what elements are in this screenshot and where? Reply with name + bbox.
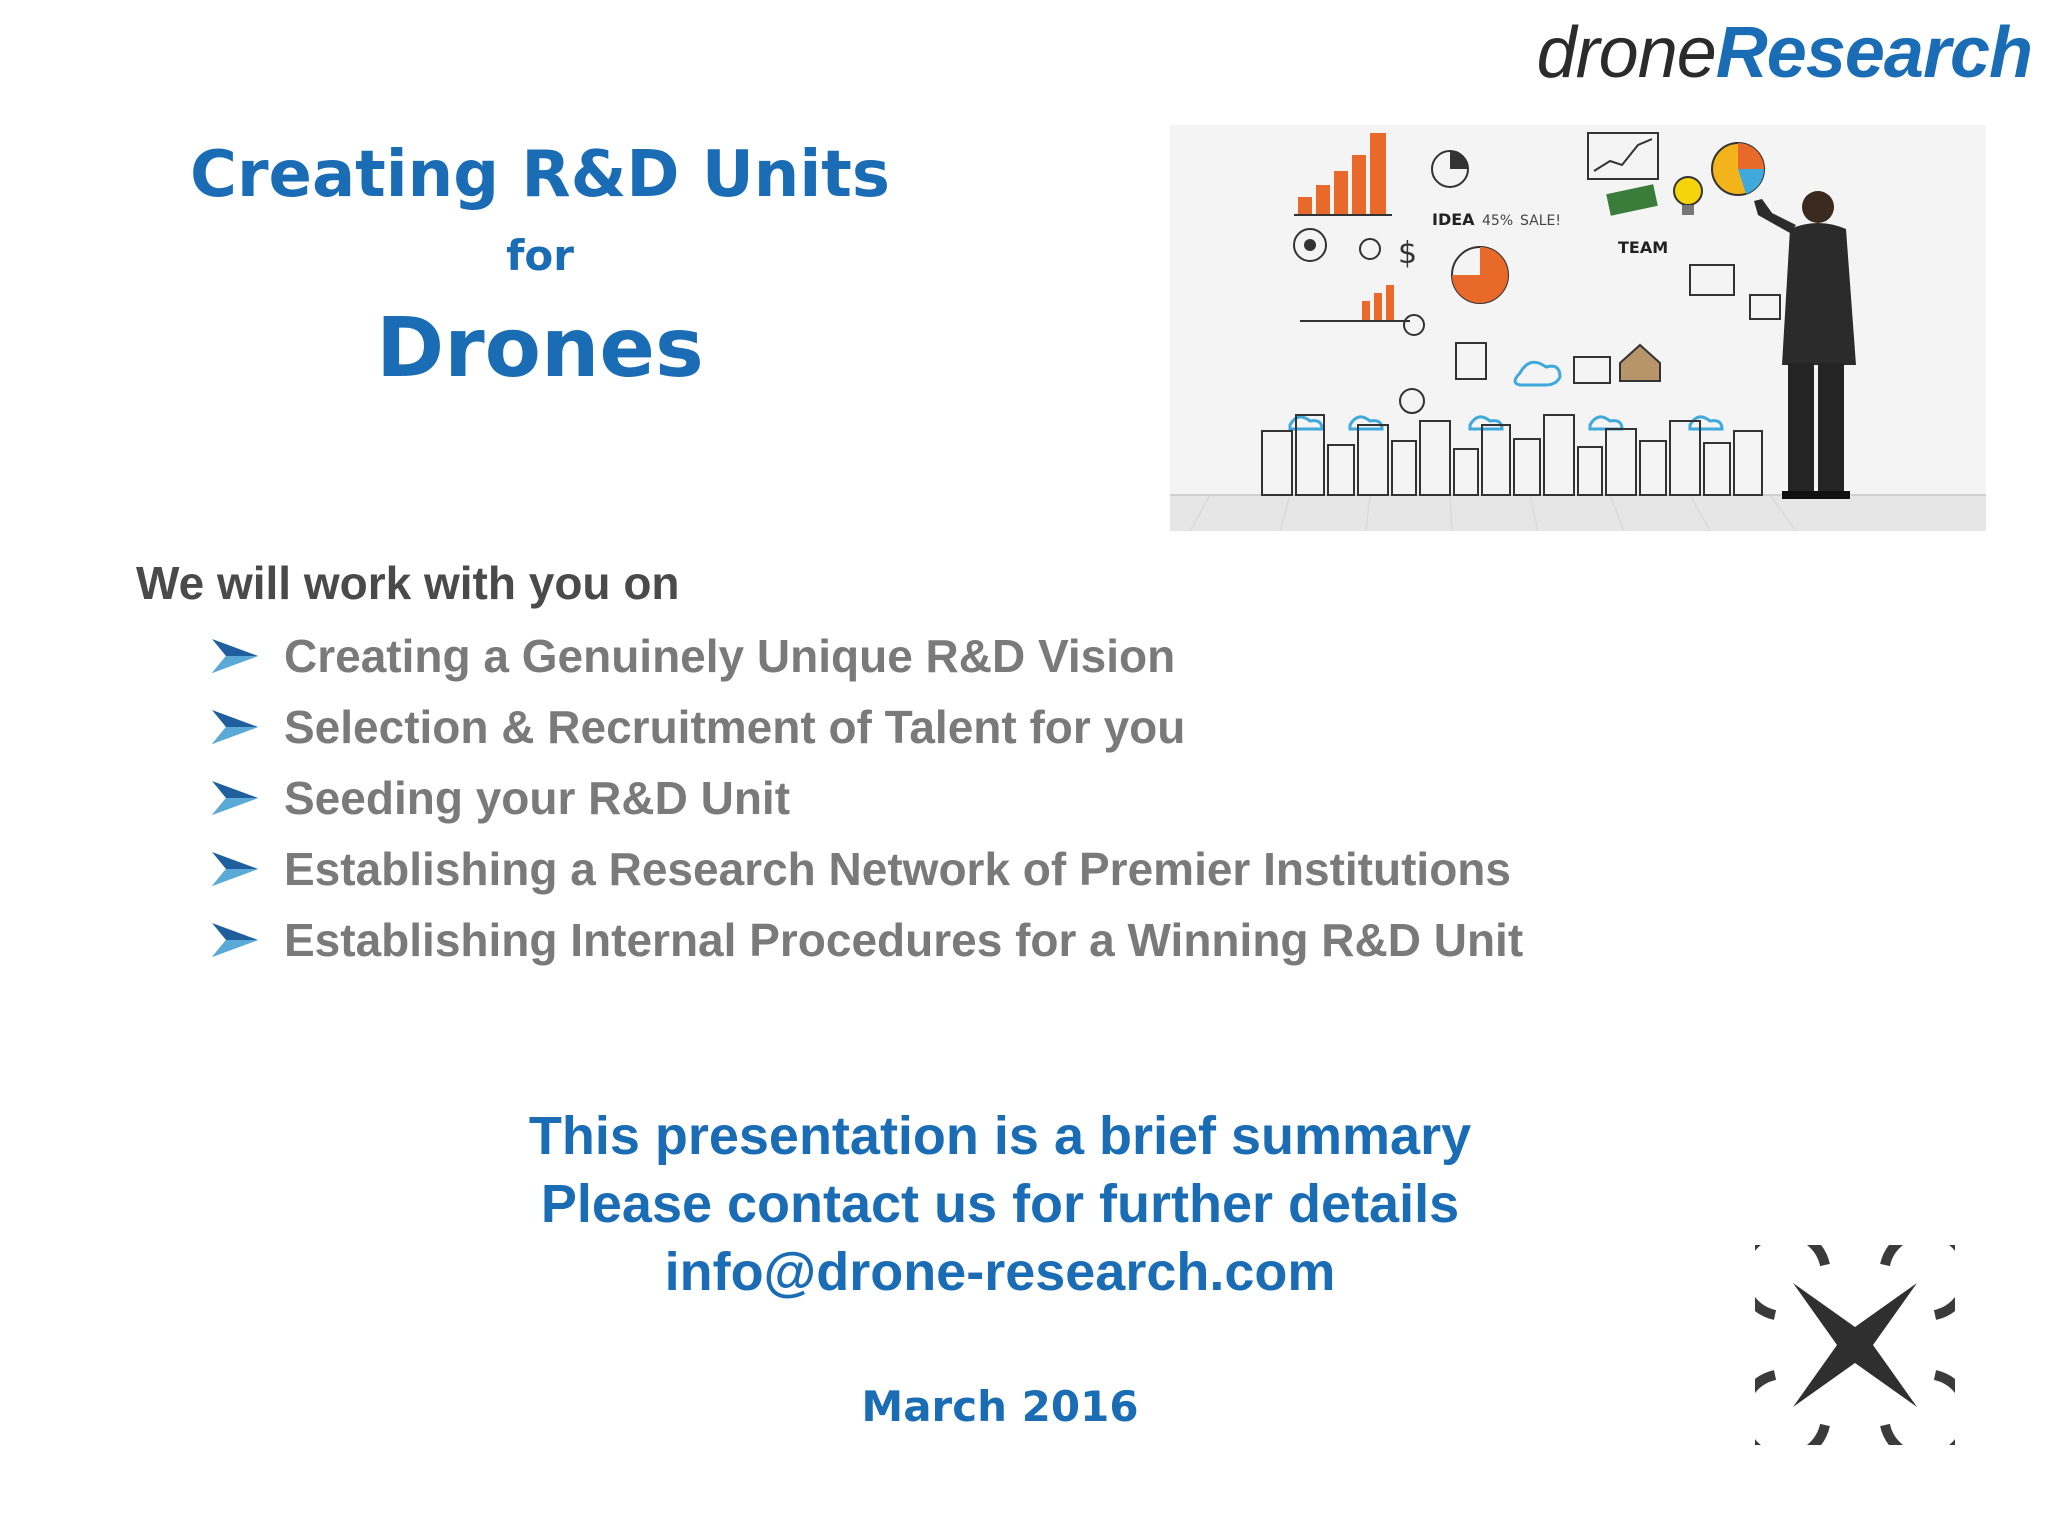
- list-item: [212, 691, 1523, 762]
- illustration-label-sale: SALE!: [1520, 213, 1561, 229]
- chevron-right-icon: [212, 710, 258, 744]
- bullet-text: Seeding your R&D Unit: [284, 771, 791, 824]
- list-item: [212, 762, 1523, 833]
- bullet-text: Establishing Internal Procedures for a Winning R&D Unit: [284, 913, 1524, 966]
- page-title: Creating R&D Units: [190, 138, 890, 212]
- title-block: [140, 130, 940, 404]
- list-item: [212, 620, 1523, 691]
- bullet-text: Creating a Genuinely Unique R&D Vision: [284, 629, 1176, 682]
- illustration-label-percent: 45%: [1482, 213, 1514, 229]
- logo-word-research: Research: [1715, 13, 2032, 93]
- services-list: [212, 620, 1523, 975]
- chevron-right-icon: [212, 781, 258, 815]
- list-item: [212, 833, 1523, 904]
- list-item: [212, 904, 1523, 975]
- svg-text:$: $: [1398, 236, 1418, 271]
- chevron-right-icon: [212, 923, 258, 957]
- chevron-right-icon: [212, 852, 258, 886]
- bullet-text: Establishing a Research Network of Premier Institutions: [284, 842, 1511, 895]
- business-strategy-illustration: [1170, 125, 1986, 531]
- logo-word-drone: drone: [1536, 13, 1716, 93]
- chevron-right-icon: [212, 639, 258, 673]
- contact-email-link[interactable]: info@drone-research.com: [664, 1242, 1336, 1302]
- dronresearch-logo: [1537, 12, 2032, 94]
- title-subject: Drones: [376, 301, 704, 396]
- title-connector: for: [506, 231, 574, 280]
- contact-line: Please contact us for further details: [540, 1174, 1460, 1234]
- summary-line: This presentation is a brief summary: [528, 1106, 1472, 1166]
- illustration-label-idea: IDEA: [1432, 210, 1475, 229]
- drone-icon: [1755, 1245, 1955, 1445]
- intro-text: We will work with you on: [136, 557, 680, 609]
- presentation-date: March 2016: [861, 1382, 1139, 1431]
- summary-block: [300, 1102, 1700, 1306]
- bullet-text: Selection & Recruitment of Talent for you: [284, 700, 1186, 753]
- illustration-label-team: TEAM: [1618, 238, 1669, 257]
